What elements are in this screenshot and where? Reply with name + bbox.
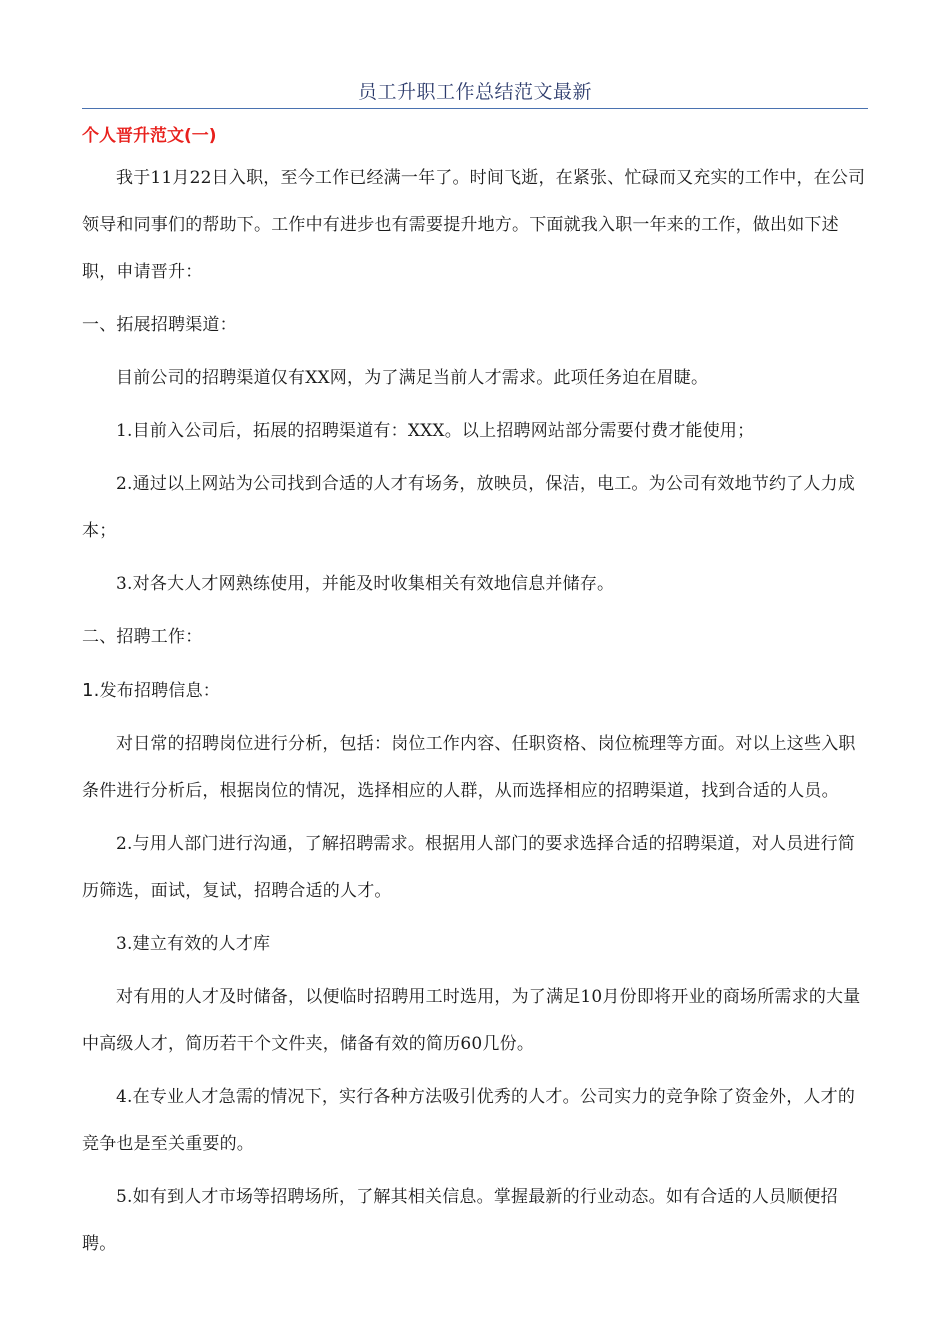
paragraph-talent-reserve: 对有用的人才及时储备，以便临时招聘用工时选用，为了满足10月份即将开业的商场所需求的大量中高级人才，简历若干个文件夹，储备有效的简历60几份。: [82, 987, 861, 1054]
paragraph-job-analysis: 对日常的招聘岗位进行分析，包括：岗位工作内容、任职资格、岗位梳理等方面。对以上这些入职条件进行分析后，根据岗位的情况，选择相应的人群，从而选择相应的招聘渠道，找到合适的人员。: [82, 734, 856, 801]
list-item-3: 3.对各大人才网熟练使用，并能及时收集相关有效地信息并储存。: [116, 574, 615, 594]
heading-recruitment-work: 二、招聘工作：: [82, 627, 203, 647]
paragraph-current-channels: 目前公司的招聘渠道仅有XX网，为了满足当前人才需求。此项任务迫在眉睫。: [116, 368, 709, 388]
paragraph-intro: 我于11月22日入职，至今工作已经满一年了。时间飞逝，在紧张、忙碌而又充实的工作中，在公司领导和同事们的帮助下。工作中有进步也有需要提升地方。下面就我入职一年来的工作，做出如下述职，申请晋升：: [82, 168, 866, 282]
document-page: [82, 78, 868, 1268]
heading-recruitment-channels: 一、拓展招聘渠道：: [82, 315, 237, 335]
list-item-1: 1.目前入公司后，拓展的招聘渠道有：XXX。以上招聘网站部分需要付费才能使用；: [116, 421, 755, 441]
document-header-title: 员工升职工作总结范文最新: [357, 81, 592, 103]
subheading-number: 1.: [82, 680, 100, 701]
list-item-2: 2.通过以上网站为公司找到合适的人才有场务，放映员，保洁，电工。为公司有效地节约了人力成本；: [82, 474, 856, 541]
list-item-talent-pool: 3.建立有效的人才库: [116, 934, 271, 954]
list-item-talent-market: 5.如有到人才市场等招聘场所，了解其相关信息。掌握最新的行业动态。如有合适的人员顺便招聘。: [82, 1187, 838, 1254]
list-item-attract-talent: 4.在专业人才急需的情况下，实行各种方法吸引优秀的人才。公司实力的竞争除了资金外，人才的竞争也是至关重要的。: [82, 1087, 856, 1154]
header-divider: [82, 108, 868, 109]
list-item-communication: 2.与用人部门进行沟通，了解招聘需求。根据用人部门的要求选择合适的招聘渠道，对人员进行简历筛选，面试，复试，招聘合适的人才。: [82, 834, 856, 901]
section-heading: 个人晋升范文(一): [82, 126, 217, 146]
subheading-text: 发布招聘信息：: [99, 681, 220, 701]
subheading-publish-info: [82, 667, 868, 715]
